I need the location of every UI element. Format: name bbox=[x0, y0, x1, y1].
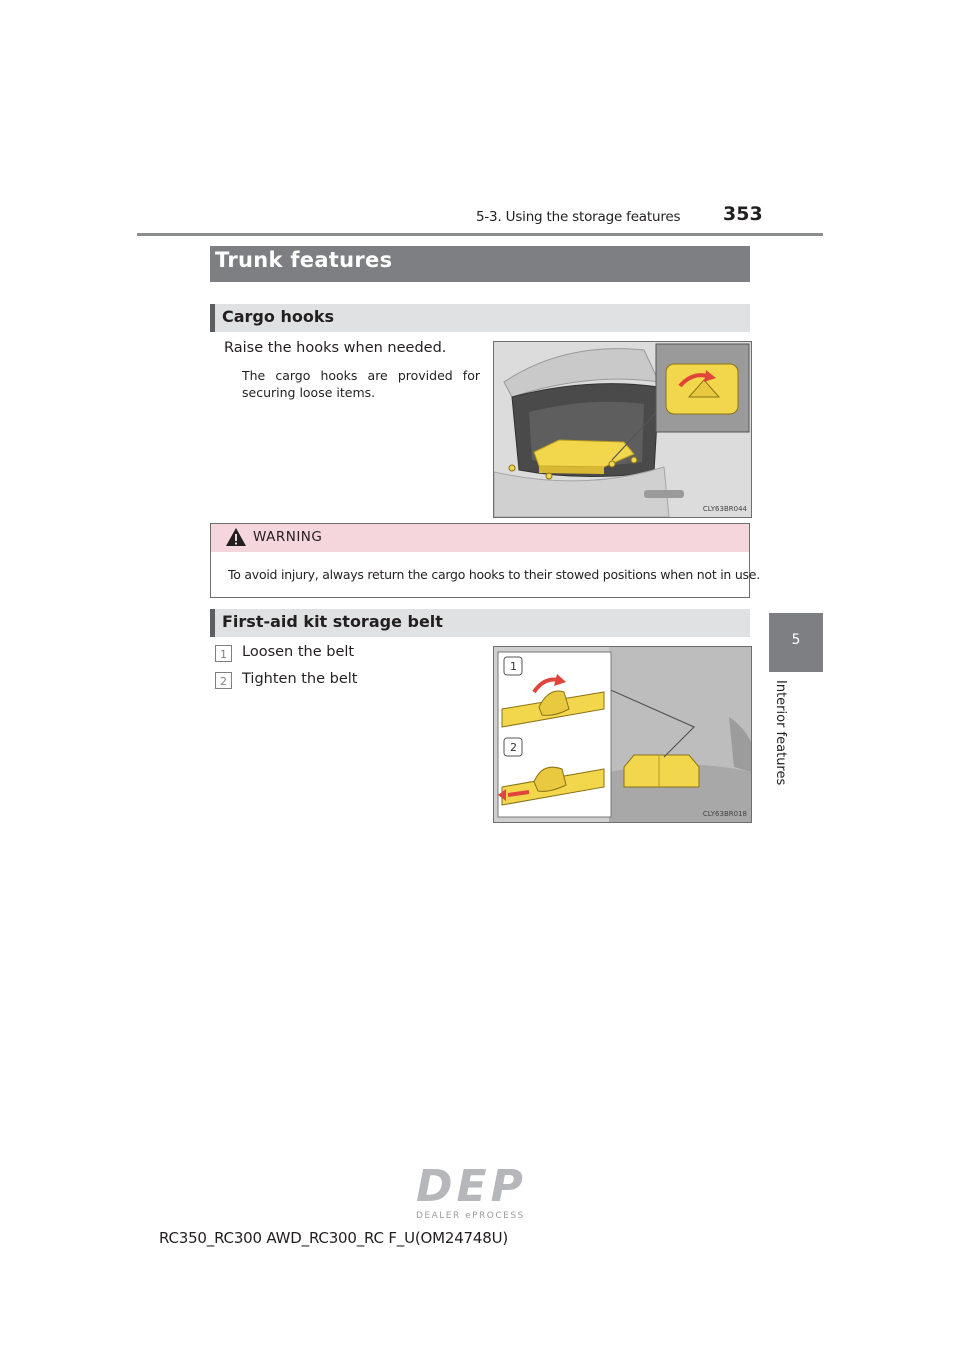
chapter-tab-number: 5 bbox=[791, 632, 801, 648]
chapter-tab-label: Interior features bbox=[773, 680, 788, 786]
first-aid-heading: First-aid kit storage belt bbox=[222, 612, 443, 631]
header-section-title: 5-3. Using the storage features bbox=[476, 209, 681, 225]
cargo-hooks-note: The cargo hooks are provided for securing loose items. bbox=[242, 368, 480, 400]
cargo-hooks-figure bbox=[493, 341, 752, 518]
footer-model-code: RC350_RC300 AWD_RC300_RC F_U(OM24748U) bbox=[159, 1229, 509, 1247]
figure-step-label-1: 1 bbox=[510, 660, 517, 673]
dep-watermark bbox=[416, 1161, 527, 1221]
warning-text: To avoid injury, always return the cargo hooks to their stowed positions when not in use. bbox=[228, 567, 760, 582]
step-text-1: Loosen the belt bbox=[242, 644, 355, 660]
cargo-hooks-heading: Cargo hooks bbox=[222, 307, 334, 326]
first-aid-figure bbox=[493, 646, 752, 823]
step-number-2: 2 bbox=[215, 672, 232, 689]
step-number-1: 1 bbox=[215, 645, 232, 662]
cargo-figure-code: CLY63BR044 bbox=[702, 505, 747, 513]
warning-icon bbox=[225, 527, 247, 551]
page-number: 353 bbox=[723, 203, 763, 225]
watermark-tagline: DEALER ePROCESS bbox=[416, 1211, 525, 1221]
figure-step-label-2: 2 bbox=[510, 741, 517, 754]
step-text-2: Tighten the belt bbox=[242, 671, 358, 687]
header-divider bbox=[137, 233, 823, 236]
belt-illustration bbox=[494, 647, 751, 822]
trunk-illustration bbox=[494, 342, 751, 517]
warning-label: WARNING bbox=[253, 529, 323, 545]
page-title: Trunk features bbox=[215, 248, 393, 272]
watermark-logo: DEP bbox=[416, 1161, 527, 1212]
cargo-hooks-instruction: Raise the hooks when needed. bbox=[224, 340, 447, 356]
first-aid-figure-code: CLY63BR018 bbox=[702, 810, 747, 818]
